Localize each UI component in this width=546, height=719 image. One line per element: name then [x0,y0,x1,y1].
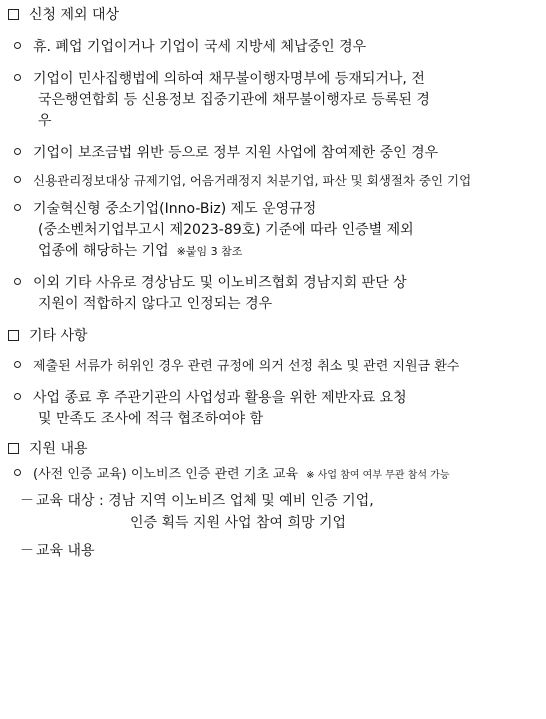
item-text: 교육 내용 [36,543,95,559]
list-item [14,358,459,376]
list-item [14,70,425,88]
item-text: (사전 인증 교육) 이노비즈 인증 관련 기초 교육 [33,467,299,482]
list-item-continuation: (중소벤처기업부고시 제2023-89호) 기준에 따라 인증별 제외 [38,222,414,238]
section-title: 지원 내용 [29,441,88,457]
item-text: 업종에 해당하는 기업 [38,243,169,259]
square-icon [8,330,19,341]
item-text: 기업이 보조금법 위반 등으로 정부 지원 사업에 참여제한 중인 경우 [33,145,439,161]
list-item [14,466,450,485]
item-text: 이외 기타 사유로 경상남도 및 이노비즈협회 경남지회 판단 상 [33,275,407,291]
circle-bullet-icon [14,469,21,476]
square-icon [8,443,19,454]
circle-bullet-icon [14,393,21,400]
item-text: 휴. 폐업 기업이거나 기업이 국세 지방세 체납중인 경우 [33,39,367,55]
list-item [14,172,471,190]
circle-bullet-icon [14,204,21,211]
list-item [14,200,316,218]
item-text: 교육 대상 : 경남 지역 이노비즈 업체 및 예비 인증 기업, [36,493,374,509]
list-item-continuation: 국은행연합회 등 신용정보 집중기관에 채무불이행자로 등록된 경 [38,92,430,108]
dash-marker: － [20,543,34,559]
section-title: 신청 제외 대상 [29,7,120,23]
section-heading [8,327,88,345]
square-icon [8,9,19,20]
circle-bullet-icon [14,361,21,368]
item-text: 기술혁신형 중소기업(Inno-Biz) 제도 운영규정 [33,201,317,217]
item-text: 기업이 민사집행법에 의하여 채무불이행자명부에 등재되거나, 전 [33,71,425,87]
item-text: 신용관리정보대상 규제기업, 어음거래정지 처분기업, 파산 및 회생절차 중인 기업 [33,173,472,188]
item-text: 사업 종료 후 주관기관의 사업성과 활용을 위한 제반자료 요청 [33,390,407,406]
circle-bullet-icon [14,176,21,183]
circle-bullet-icon [14,74,21,81]
list-item [14,389,407,407]
list-item-continuation: 우 [38,113,52,129]
circle-bullet-icon [14,148,21,155]
list-item [14,274,407,292]
sub-item-continuation: 인증 획득 지원 사업 참여 희망 기업 [130,515,347,531]
circle-bullet-icon [14,42,21,49]
list-item [14,38,366,56]
circle-bullet-icon [14,278,21,285]
list-item-continuation: 지원이 적합하지 않다고 인정되는 경우 [38,296,273,312]
section-title: 기타 사항 [29,328,88,344]
section-heading [8,6,119,24]
attendance-note: ※ 사업 참여 여부 무관 참석 가능 [306,470,450,481]
dash-marker: － [20,493,34,509]
sub-item [20,542,95,560]
section-heading [8,440,88,458]
sub-item [20,492,374,510]
list-item-continuation [38,242,242,261]
annex-note: ※붙임 3 참조 [176,245,243,258]
list-item [14,144,438,162]
list-item-continuation: 및 만족도 조사에 적극 협조하여야 함 [38,411,264,427]
item-text: 제출된 서류가 허위인 경우 관련 규정에 의거 선정 취소 및 관련 지원금 환수 [33,359,460,374]
